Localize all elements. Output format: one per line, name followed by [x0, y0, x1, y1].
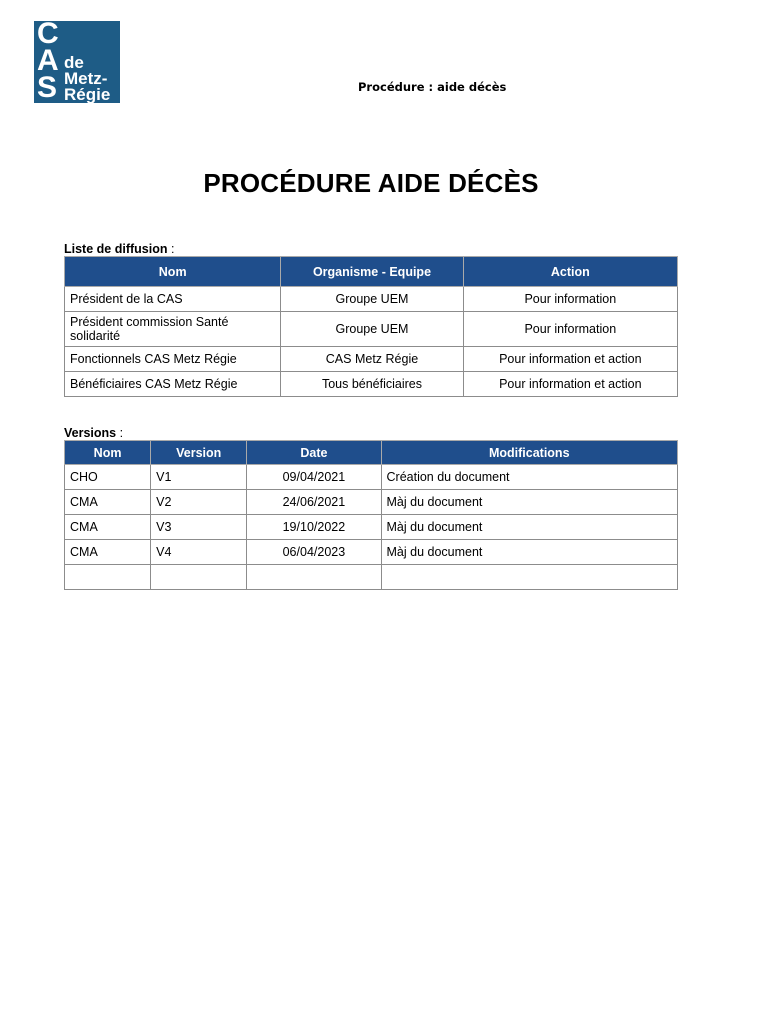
versions-table: [64, 440, 678, 590]
table-cell: Màj du document: [381, 515, 678, 540]
table-cell: Groupe UEM: [281, 287, 463, 312]
logo-word-regie: Régie: [64, 85, 111, 103]
table-cell: V2: [151, 490, 247, 515]
column-header: Nom: [65, 257, 281, 287]
table-cell: CAS Metz Régie: [281, 347, 463, 372]
diffusion-label: [64, 242, 174, 256]
logo-letter-s: S: [37, 71, 58, 103]
table-cell: Président commission Santé solidarité: [65, 312, 281, 347]
table-cell: Pour information: [463, 287, 677, 312]
table-cell: CMA: [65, 515, 151, 540]
table-cell: Tous bénéficiaires: [281, 372, 463, 397]
table-row: [65, 347, 678, 372]
table-cell: 06/04/2023: [247, 540, 381, 565]
table-cell: [151, 565, 247, 590]
diffusion-table: [64, 256, 678, 397]
table-cell: Création du document: [381, 465, 678, 490]
versions-label-suffix: :: [116, 426, 124, 440]
table-cell: 19/10/2022: [247, 515, 381, 540]
logo-letter-c: C: [37, 21, 59, 50]
table-cell: Groupe UEM: [281, 312, 463, 347]
page-title: PROCÉDURE AIDE DÉCÈS: [203, 168, 539, 198]
column-header: Nom: [65, 441, 151, 465]
table-header-row: [65, 257, 678, 287]
table-cell: Pour information et action: [463, 347, 677, 372]
table-cell: CMA: [65, 540, 151, 565]
column-header: Action: [463, 257, 677, 287]
cas-logo: [34, 21, 120, 103]
table-cell: V4: [151, 540, 247, 565]
table-cell: [381, 565, 678, 590]
table-cell: Bénéficiaires CAS Metz Régie: [65, 372, 281, 397]
table-row: [65, 287, 678, 312]
table-row: [65, 372, 678, 397]
column-header: Organisme - Equipe: [281, 257, 463, 287]
logo-word-metz: Metz-: [64, 69, 108, 88]
table-cell: CMA: [65, 490, 151, 515]
table-cell: 09/04/2021: [247, 465, 381, 490]
logo-letter-a: A: [37, 44, 59, 77]
table-row: [65, 490, 678, 515]
table-cell: V3: [151, 515, 247, 540]
table-cell: Màj du document: [381, 490, 678, 515]
table-row: [65, 312, 678, 347]
table-row: [65, 540, 678, 565]
diffusion-label-text: Liste de diffusion: [64, 242, 168, 256]
table-cell: [65, 565, 151, 590]
table-header-row: [65, 441, 678, 465]
table-row: [65, 515, 678, 540]
versions-label-text: Versions: [64, 426, 117, 440]
table-cell: V1: [151, 465, 247, 490]
table-row: [65, 565, 678, 590]
diffusion-label-suffix: :: [167, 242, 175, 256]
table-cell: Pour information et action: [463, 372, 677, 397]
column-header: Modifications: [381, 441, 678, 465]
logo-word-de: de: [64, 53, 84, 72]
table-cell: Pour information: [463, 312, 677, 347]
header-title: Procédure : aide décès: [358, 80, 507, 94]
versions-label: [64, 426, 123, 440]
table-row: [65, 465, 678, 490]
table-cell: 24/06/2021: [247, 490, 381, 515]
table-cell: Màj du document: [381, 540, 678, 565]
table-cell: [247, 565, 381, 590]
column-header: Date: [247, 441, 381, 465]
table-cell: CHO: [65, 465, 151, 490]
column-header: Version: [151, 441, 247, 465]
table-cell: Président de la CAS: [65, 287, 281, 312]
table-cell: Fonctionnels CAS Metz Régie: [65, 347, 281, 372]
